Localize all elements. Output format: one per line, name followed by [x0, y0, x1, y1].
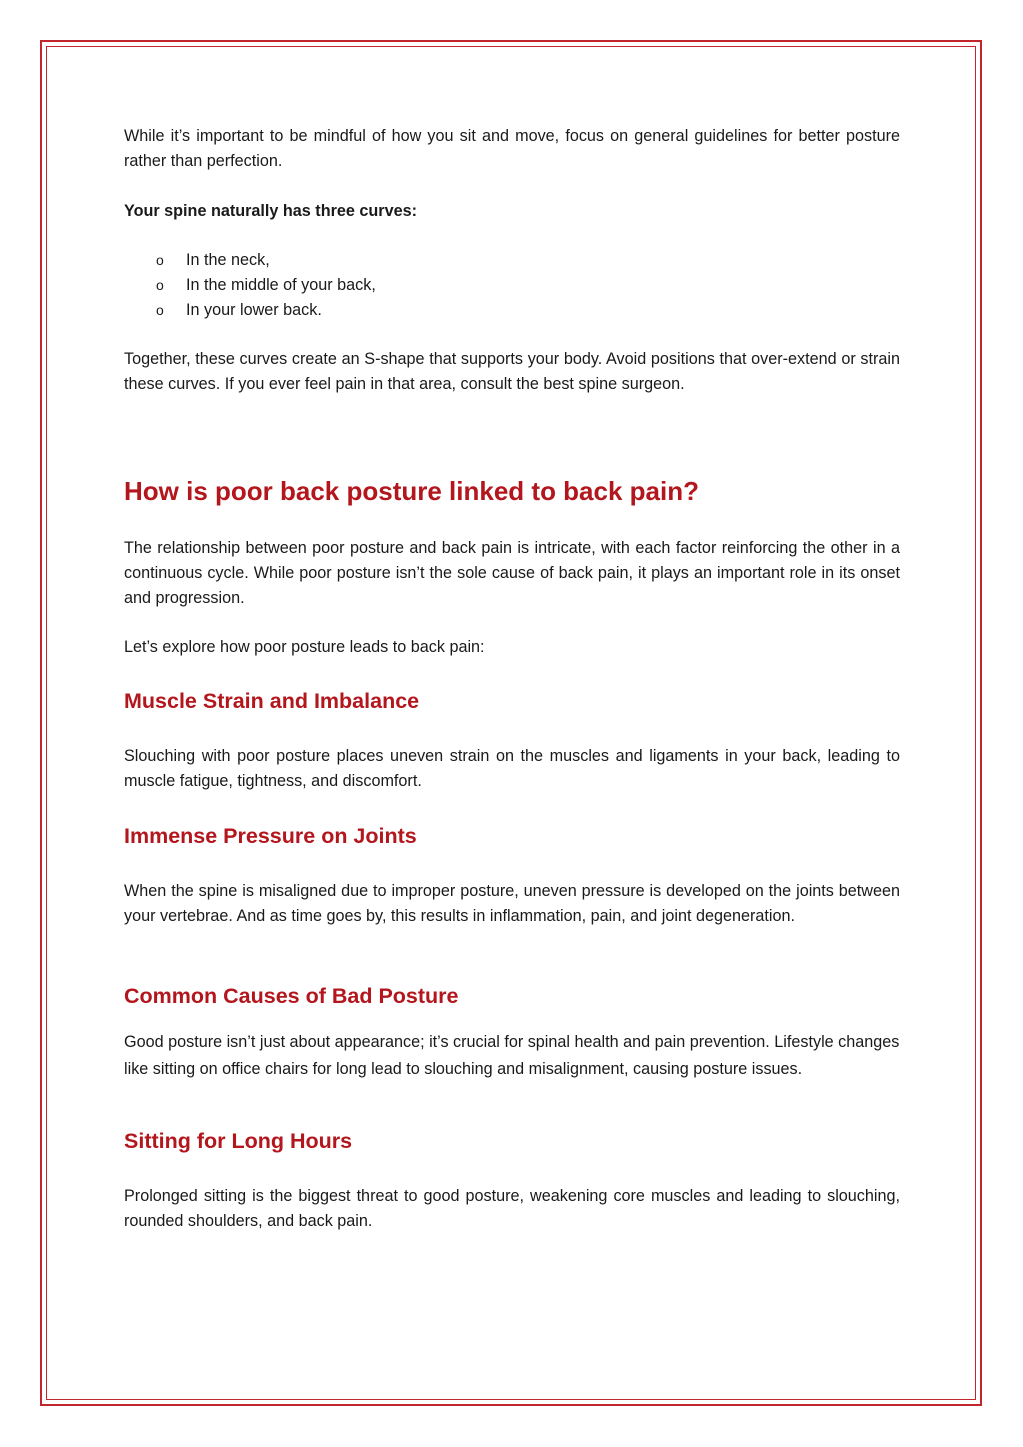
subsection-heading: Common Causes of Bad Posture [124, 984, 459, 1008]
curves-list-block [124, 248, 900, 323]
subsection-3 [124, 982, 900, 1010]
bullet-circle-icon: o [156, 252, 164, 268]
main-heading: How is poor back posture linked to back pain? [124, 476, 699, 506]
subsection-4 [124, 1127, 900, 1155]
subsection-body: When the spine is misaligned due to improper posture, uneven pressure is developed on the joints between your vertebrae. And as time goes by, this results in inflammation, pain, and joint degeneration. [124, 882, 900, 925]
bullet-circle-icon: o [156, 277, 164, 293]
curves-heading-block [124, 199, 900, 224]
subsection-3-body-block [124, 1029, 900, 1083]
subsection-heading: Sitting for Long Hours [124, 1129, 353, 1153]
subsection-heading: Immense Pressure on Joints [124, 824, 417, 848]
main-heading-block [124, 474, 900, 508]
subsection-1-body-block [124, 744, 900, 794]
subsection-heading: Muscle Strain and Imbalance [124, 689, 420, 713]
subsection-body: Prolonged sitting is the biggest threat to good posture, weakening core muscles and leading to slouching, rounded shoulders, and back pain. [124, 1187, 900, 1230]
curves-heading: Your spine naturally has three curves: [124, 202, 417, 220]
subsection-body: Good posture isn’t just about appearance; it’s crucial for spinal health and pain prevention. Lifestyle changes like sitting on office chairs for long lead to slouching and misalignment, causing posture issues. [124, 1033, 900, 1078]
subsection-2 [124, 822, 900, 850]
intro-paragraph: While it’s important to be mindful of how you sit and move, focus on general guidelines for better posture rather than perfection. [124, 127, 900, 170]
list-item-text: In your lower back. [186, 301, 322, 319]
bullet-circle-icon: o [156, 302, 164, 318]
together-paragraph-block [124, 347, 900, 397]
list-item-text: In the neck, [186, 251, 270, 269]
together-paragraph: Together, these curves create an S-shape that supports your body. Avoid positions that over-extend or strain these curves. If you ever feel pain in that area, consult the best spine surgeon. [124, 350, 900, 393]
section-paragraph1-block [124, 536, 900, 611]
subsection-4-body-block [124, 1184, 900, 1234]
list-item [124, 248, 900, 273]
list-item-text: In the middle of your back, [186, 276, 376, 294]
subsection-1 [124, 687, 900, 715]
subsection-body: Slouching with poor posture places uneven strain on the muscles and ligaments in your back, leading to muscle fatigue, tightness, and discomfort. [124, 747, 900, 790]
intro-paragraph-block [124, 124, 900, 174]
section-paragraph2-block [124, 635, 900, 660]
subsection-2-body-block [124, 879, 900, 929]
section-paragraph-1: The relationship between poor posture and back pain is intricate, with each factor reinforcing the other in a continuous cycle. While poor posture isn’t the sole cause of back pain, it plays an important role in its onset and progression. [124, 539, 900, 607]
section-paragraph-2: Let’s explore how poor posture leads to back pain: [124, 638, 485, 656]
list-item [124, 298, 900, 323]
curves-list [124, 248, 900, 323]
list-item [124, 273, 900, 298]
